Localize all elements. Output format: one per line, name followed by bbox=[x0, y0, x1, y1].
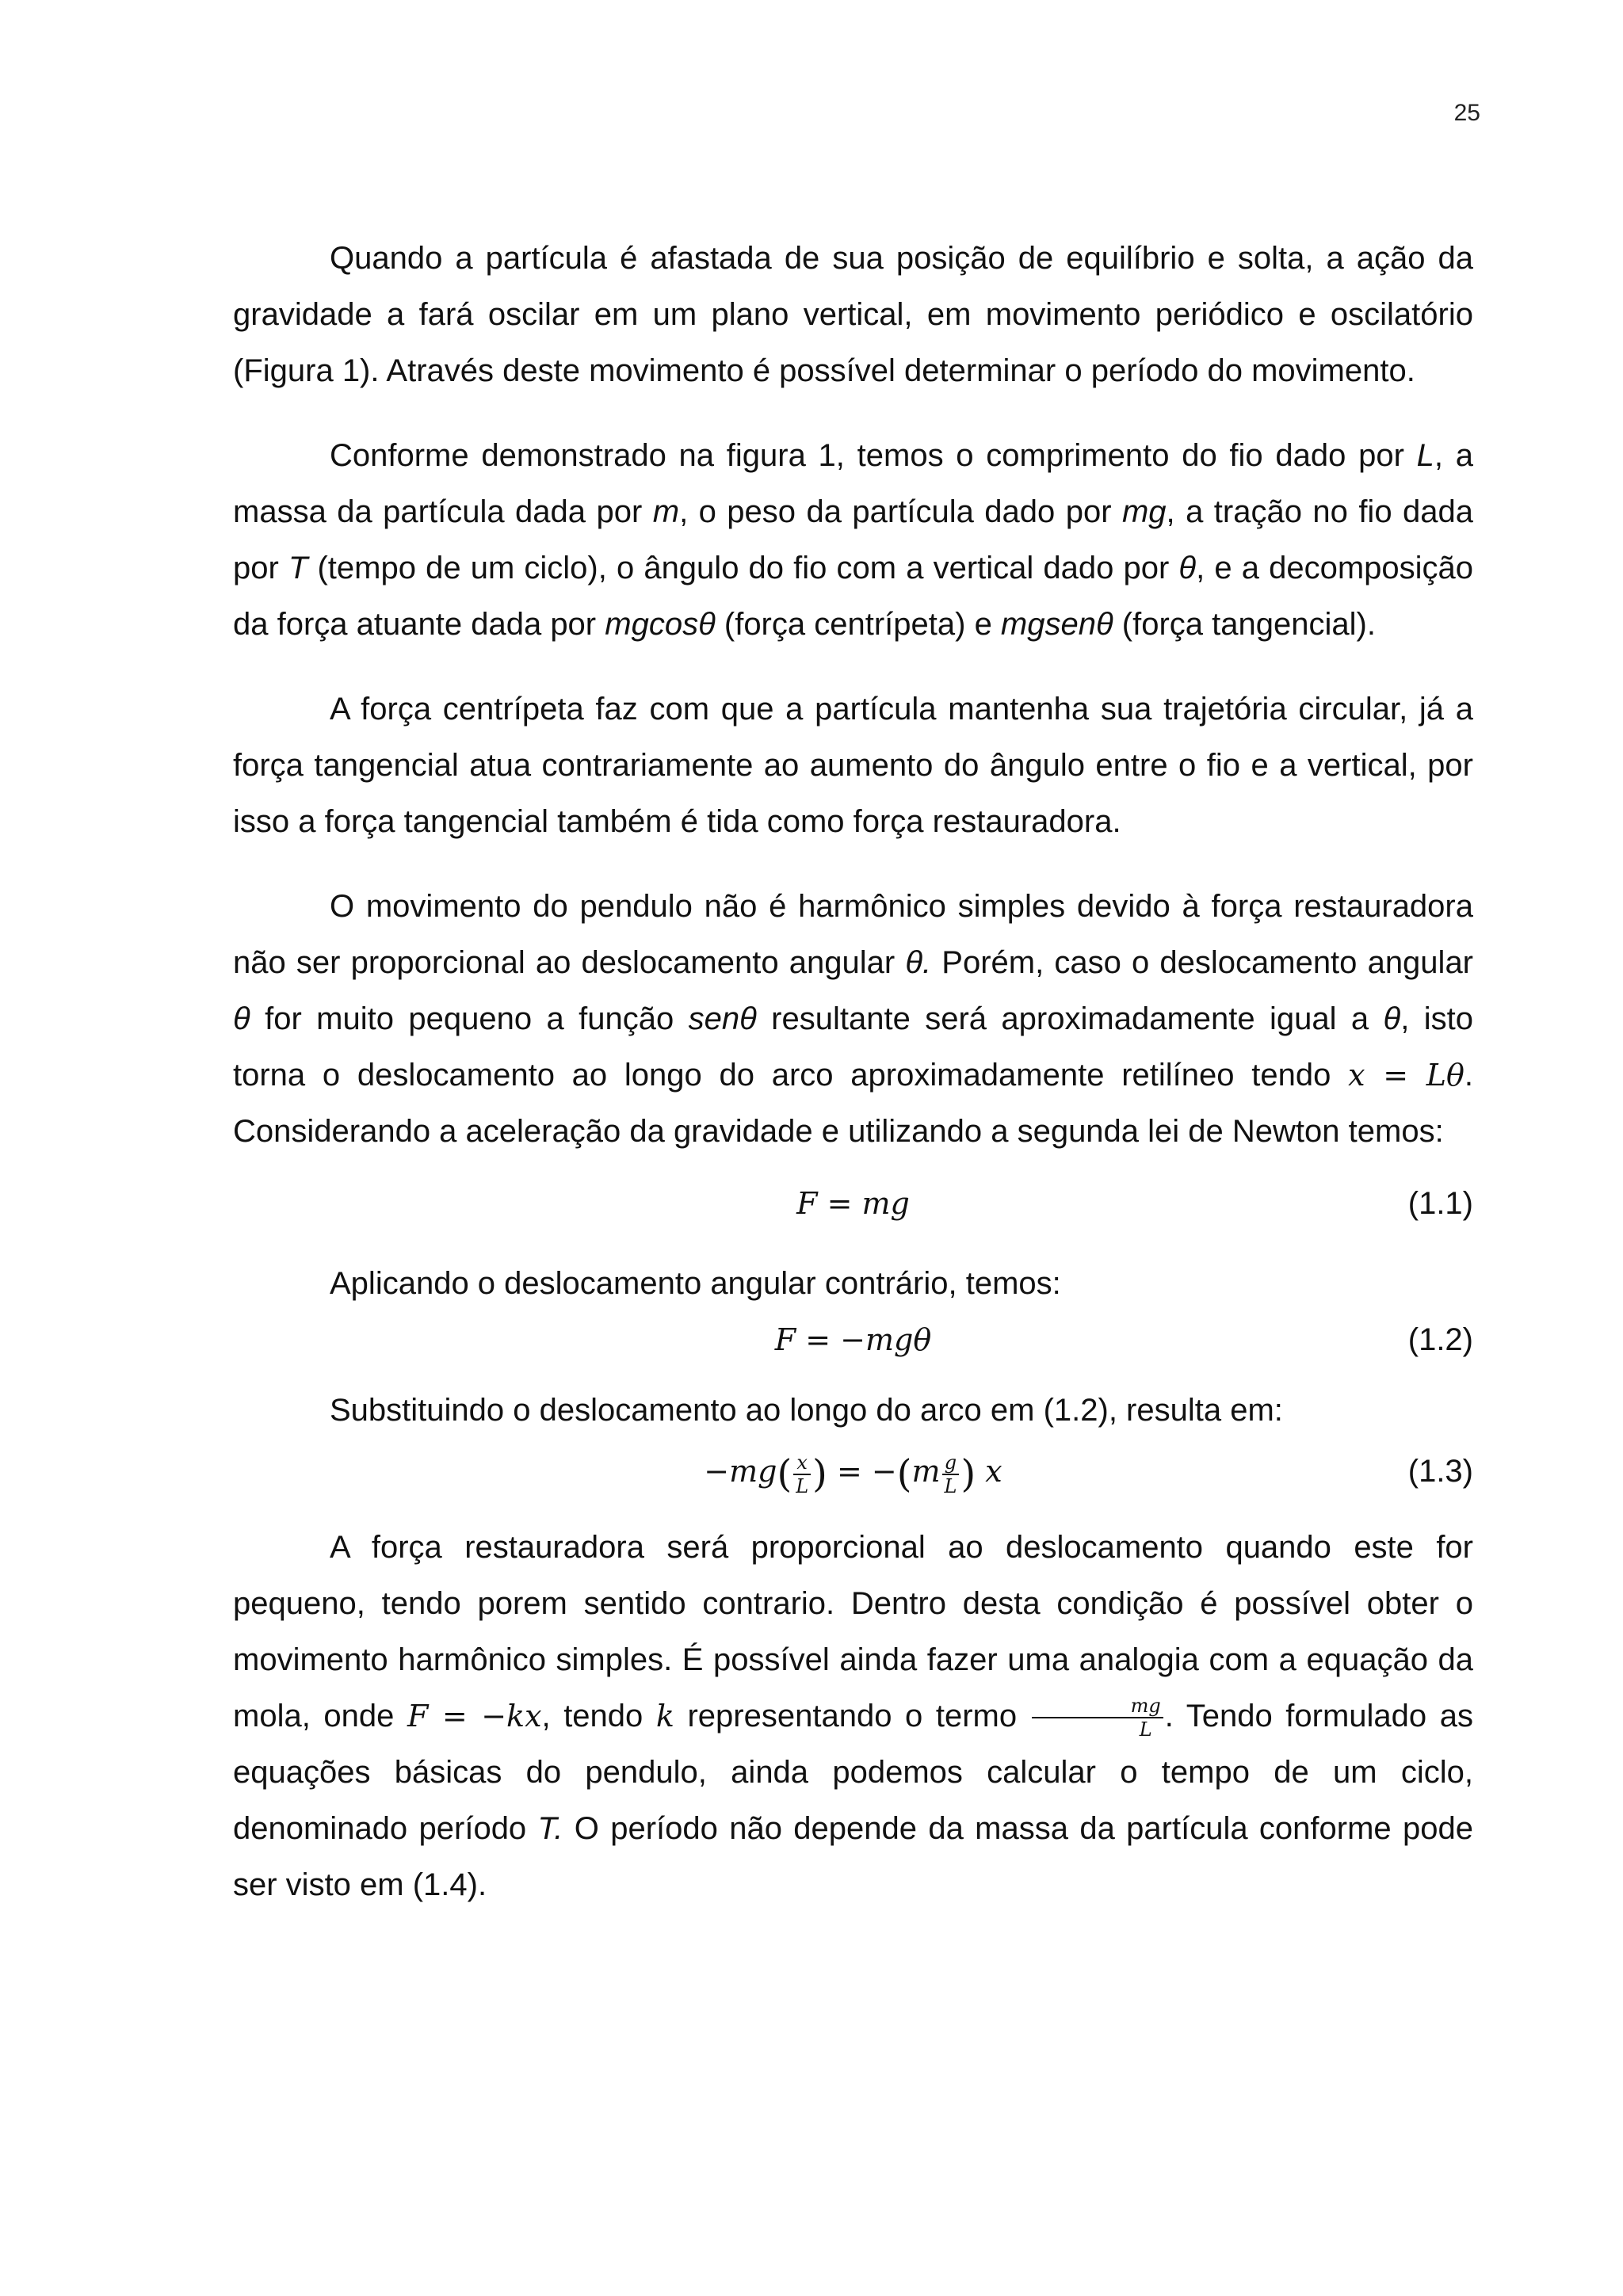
eq3-mid: = − bbox=[827, 1454, 897, 1489]
paren-open: ( bbox=[777, 1451, 792, 1497]
fraction-x-over-L bbox=[793, 1451, 811, 1497]
text: A força restauradora será proporcional ao deslocamento quando este for pequeno, tendo porem sentido contrario. Dentro desta condição é possível obter o movimento harmônico simples. É possível ainda fazer uma analogia com a equação da mola, onde bbox=[233, 1530, 1473, 1733]
equation-3-number: (1.3) bbox=[1407, 1454, 1473, 1489]
text: , o peso da partícula dado por bbox=[679, 494, 1122, 529]
var-mgcos: mgcosθ bbox=[605, 607, 716, 642]
var-m: m bbox=[652, 494, 680, 529]
page-number: 25 bbox=[1453, 100, 1480, 126]
var-mgsen: mgsenθ bbox=[1000, 607, 1113, 642]
text: , tendo bbox=[541, 1699, 656, 1733]
frac-num: g bbox=[942, 1451, 960, 1475]
equation-2: F = −mgθ bbox=[774, 1322, 932, 1357]
text: O período não depende da massa da partícula conforme pode ser visto em (1.4). bbox=[233, 1811, 1473, 1902]
paragraph-5 bbox=[233, 1520, 1473, 1913]
text: representando o termo bbox=[674, 1699, 1030, 1733]
text: Conforme demonstrado na figura 1, temos o comprimento do fio dado por bbox=[330, 438, 1417, 473]
text: O movimento do pendulo não é harmônico simples devido à força restauradora não ser proporcional ao deslocamento angular bbox=[233, 889, 1473, 980]
var-theta: θ. bbox=[905, 945, 932, 980]
equation-3-row bbox=[233, 1439, 1473, 1504]
text: , e a decomposição da força atuante dada por bbox=[233, 551, 1474, 642]
frac-den: L bbox=[1139, 1718, 1152, 1741]
equation-2-row bbox=[233, 1312, 1473, 1368]
var-mg: mg bbox=[1121, 494, 1167, 529]
equation-1: F = mg bbox=[796, 1186, 910, 1221]
equation-3 bbox=[233, 1439, 1473, 1507]
text: . Tendo formulado as equações básicas do pendulo, ainda podemos calcular o tempo de um ciclo, denominado período bbox=[233, 1699, 1473, 1846]
paren-close: ) bbox=[960, 1451, 976, 1497]
text: (tempo de um ciclo), o ângulo do fio com a vertical dado por bbox=[307, 551, 1179, 585]
text: Porém, caso o deslocamento angular bbox=[931, 945, 1474, 980]
text: (força centrípeta) e bbox=[715, 607, 1001, 642]
frac-den: L bbox=[944, 1474, 957, 1497]
frac-num: mg bbox=[1032, 1695, 1163, 1718]
var-k: k bbox=[655, 1699, 674, 1733]
equation-1-row bbox=[233, 1176, 1473, 1232]
var-T: T. bbox=[537, 1811, 563, 1846]
text: resultante será aproximadamente igual a bbox=[756, 1001, 1384, 1036]
eq3-right: x bbox=[985, 1454, 1002, 1489]
frac-den: L bbox=[796, 1474, 809, 1497]
var-theta: θ bbox=[233, 1001, 250, 1036]
inline-equation: x = Lθ bbox=[1348, 1058, 1465, 1093]
text: for muito pequeno a função bbox=[250, 1001, 689, 1036]
paragraph-3: A força centrípeta faz com que a partícula mantenha sua trajetória circular, já a força tangencial atua contrariamente ao aumento do ângulo entre o fio e a vertical, por isso a força tangencial também é tida como força restauradora. bbox=[233, 692, 1473, 839]
var-theta: θ bbox=[1383, 1001, 1401, 1036]
inline-equation: F = −kx bbox=[407, 1699, 542, 1733]
var-L: L bbox=[1416, 438, 1434, 473]
eq3-m: m bbox=[911, 1454, 941, 1489]
paragraph-1: Quando a partícula é afastada de sua posição de equilíbrio e solta, a ação da gravidade a fará oscilar em um plano vertical, em movimento periódico e oscilatório (Figura 1). Através deste movimento é possível determinar o período do movimento. bbox=[233, 241, 1473, 388]
text: , isto torna o deslocamento ao longo do arco aproximadamente retilíneo tendo bbox=[233, 1001, 1473, 1093]
paragraph-4 bbox=[233, 879, 1473, 1160]
equation-2-number: (1.2) bbox=[1407, 1322, 1473, 1357]
var-T: T bbox=[288, 551, 308, 585]
var-sen: senθ bbox=[688, 1001, 757, 1036]
paragraph-2 bbox=[233, 428, 1473, 653]
text: . Considerando a aceleração da gravidade e utilizando a segunda lei de Newton temos: bbox=[233, 1058, 1473, 1149]
paren-open: ( bbox=[896, 1451, 912, 1497]
frac-num: x bbox=[793, 1451, 811, 1475]
eq3-left: −mg bbox=[704, 1454, 777, 1489]
page-content bbox=[233, 231, 1473, 1942]
equation-2-lead: Aplicando o deslocamento angular contrário, temos: bbox=[330, 1266, 1061, 1301]
text: (força tangencial). bbox=[1113, 607, 1376, 642]
text: , a tração no fio dada por bbox=[233, 494, 1473, 585]
var-theta: θ bbox=[1178, 551, 1197, 585]
text: , a massa da partícula dada por bbox=[233, 438, 1473, 529]
equation-3-lead: Substituindo o deslocamento ao longo do arco em (1.2), resulta em: bbox=[330, 1393, 1283, 1428]
equation-1-number: (1.1) bbox=[1407, 1186, 1473, 1221]
paren-close: ) bbox=[812, 1451, 827, 1497]
fraction-g-over-L bbox=[942, 1451, 960, 1497]
fraction-mg-over-L bbox=[1032, 1695, 1163, 1741]
